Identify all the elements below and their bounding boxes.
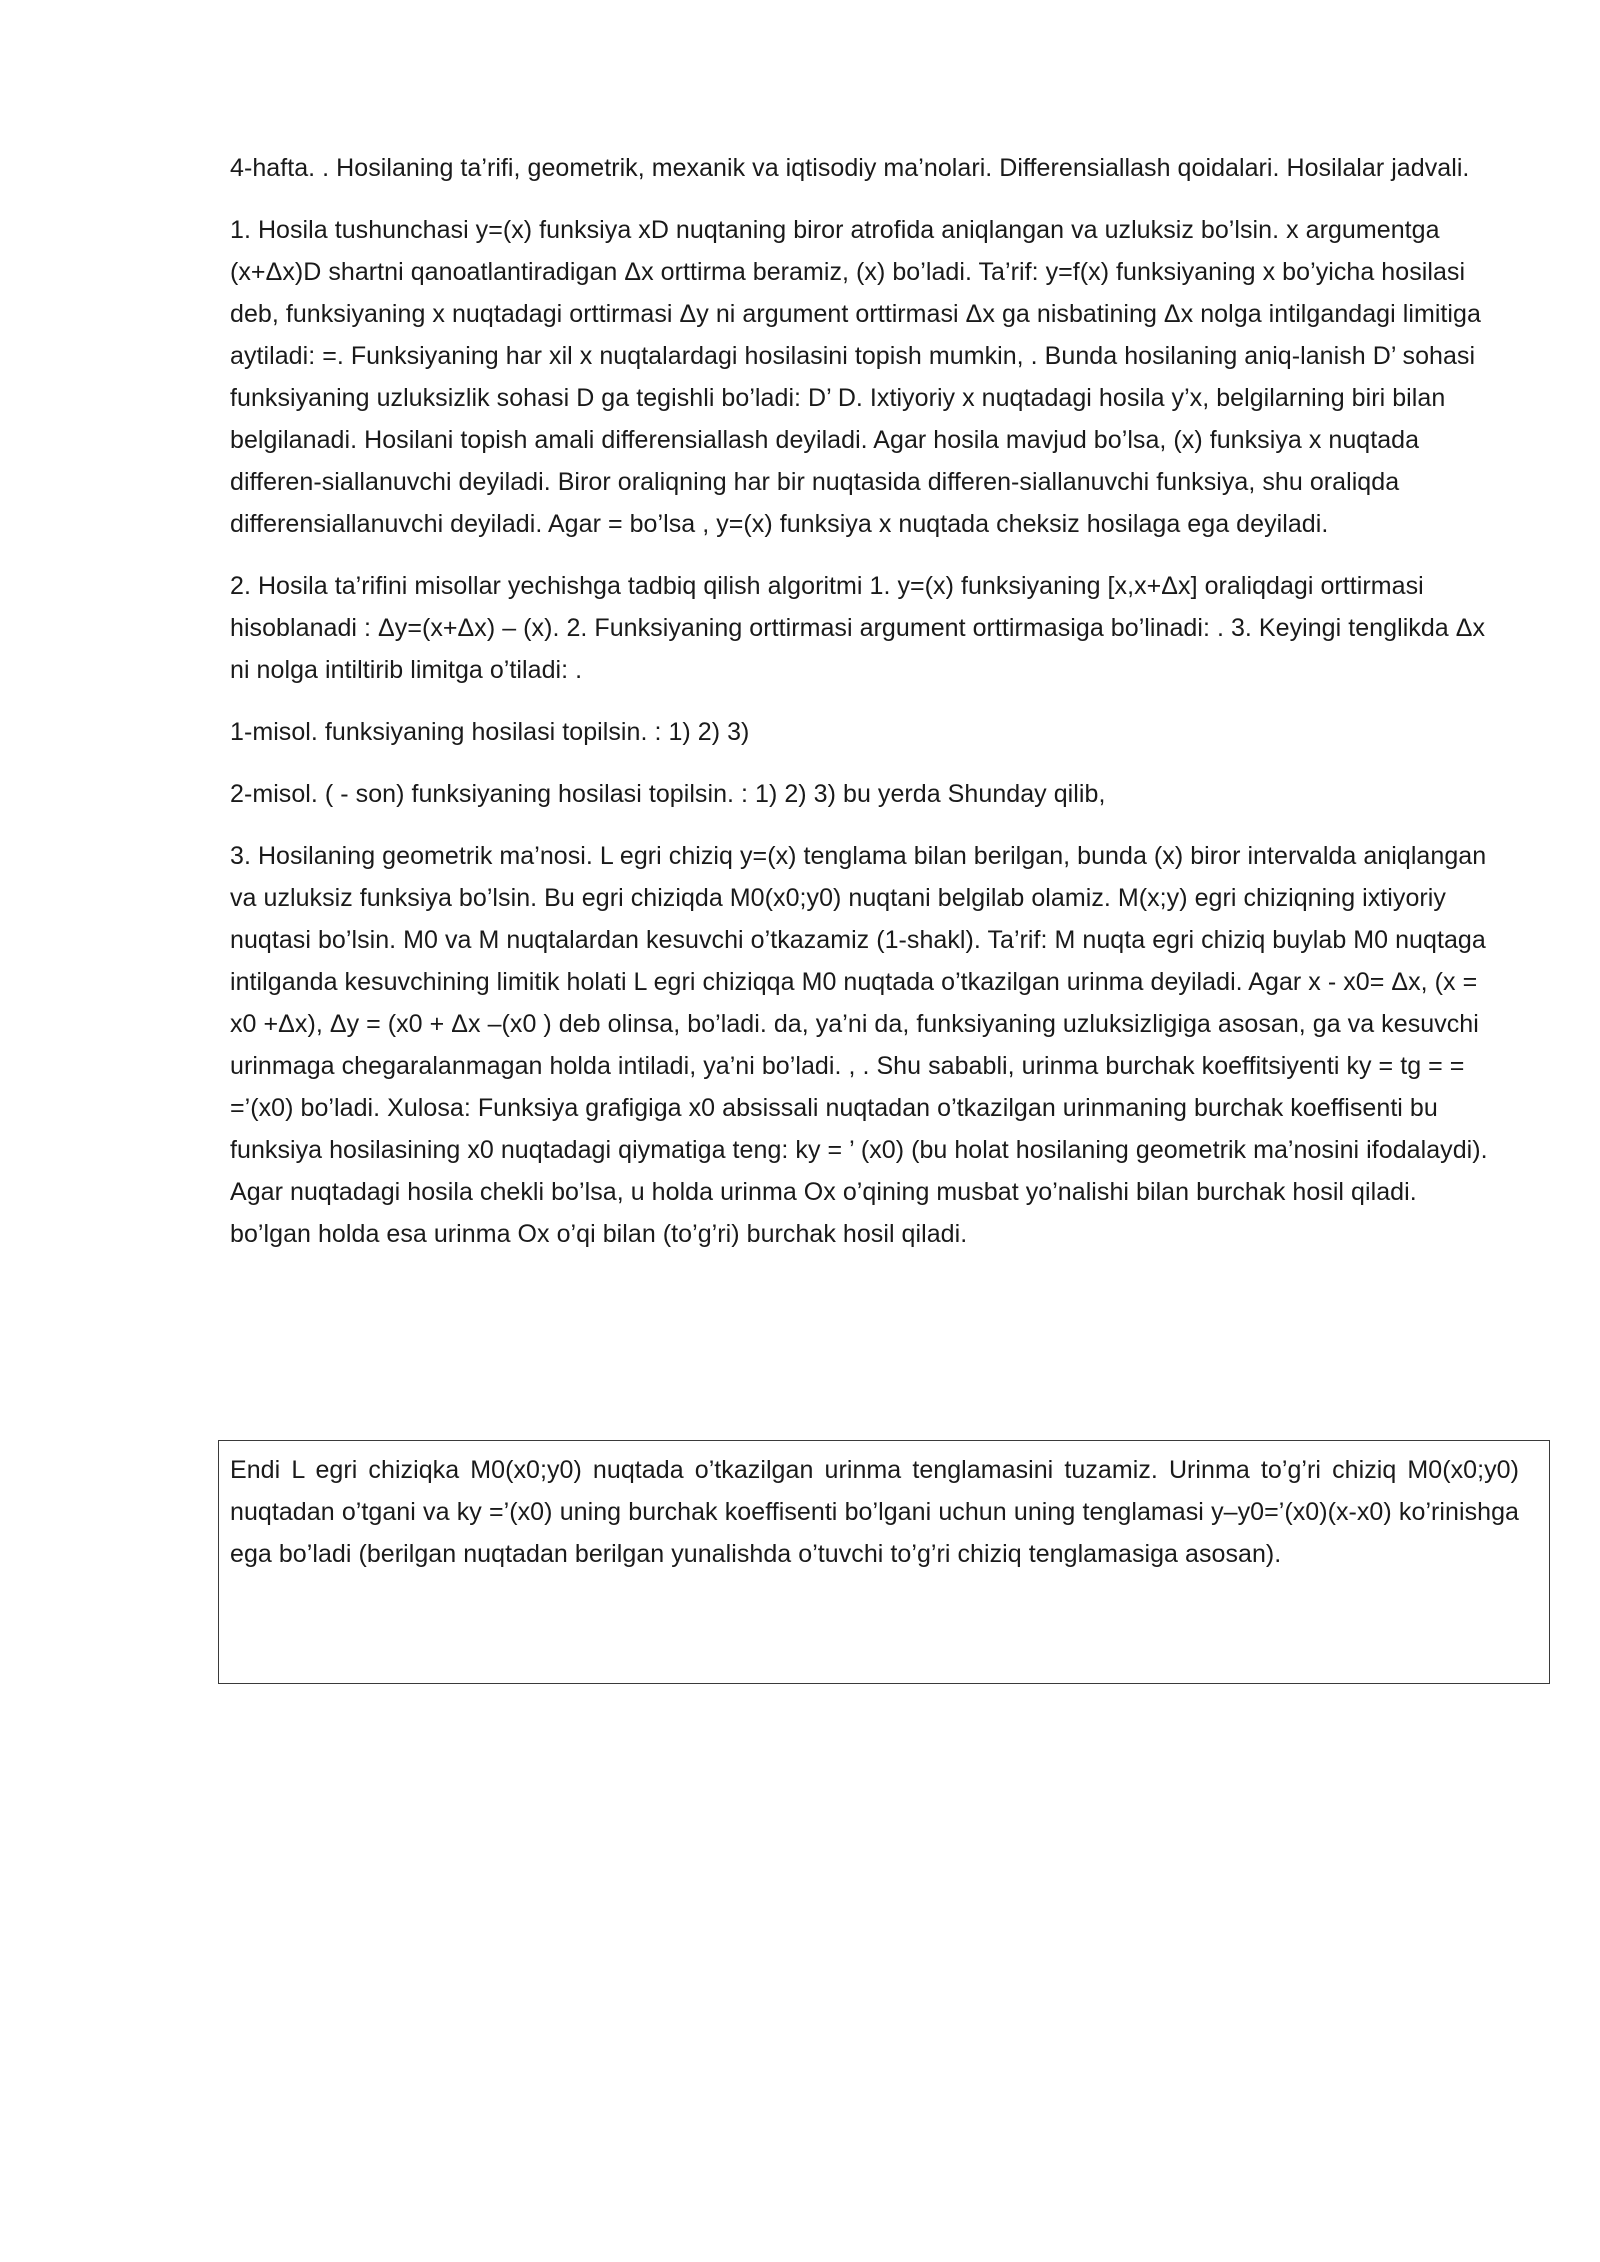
tangent-equation-textbox xyxy=(218,1440,1550,1684)
document-title: 4-hafta. . Hosilaning ta’rifi, geometrik, mexanik va iqtisodiy ma’nolari. Differensiallash qoidalari. Hosilalar jadvali. xyxy=(230,154,1470,182)
document-body xyxy=(230,147,1498,1275)
paragraph-example-2: 2-misol. ( - son) funksiyaning hosilasi topilsin. : 1) 2) 3) bu yerda Shunday qilib, xyxy=(230,780,1106,808)
paragraph-example-1: 1-misol. funksiyaning hosilasi topilsin. : 1) 2) 3) xyxy=(230,718,750,746)
paragraph-derivative-concept: 1. Hosila tushunchasi y=(x) funksiya xD nuqtaning biror atrofida aniqlangan va uzluksiz bo’lsin. x argumentga (x+Δx)D shartni qanoatlantiradigan Δx orttirma beramiz, (x) bo’ladi. Ta’rif: y=f(x) funksiyaning x bo’yicha hosilasi deb, funksiyaning x nuqtadagi orttirmasi Δy ni argument orttirmasi Δx ga nisbatining Δx nolga intilgandagi limitiga aytiladi: =. Funksiyaning har xil x nuqtalardagi hosilasini topish mumkin, . Bunda hosilaning aniq-lanish D’ sohasi funksiyaning uzluksizlik sohasi D ga tegishli bo’ladi: D’ D. Ixtiyoriy x nuqtadagi hosila y’x, belgilarning biri bilan belgilanadi. Hosilani topish amali differensiallash deyiladi. Agar hosila mavjud bo’lsa, (x) funksiya x nuqtada differen-siallanuvchi deyiladi. Biror oraliqning har bir nuqtasida differen-siallanuvchi funksiya, shu oraliqda differensiallanuvchi deyiladi. Agar = bo’lsa , y=(x) funksiya x nuqtada cheksiz hosilaga ega deyiladi. xyxy=(230,216,1481,538)
paragraph-geometric-meaning: 3. Hosilaning geometrik ma’nosi. L egri chiziq y=(x) tenglama bilan berilgan, bunda (x) biror intervalda aniqlangan va uzluksiz funksiya bo’lsin. Bu egri chiziqda M0(x0;y0) nuqtani belgilab olamiz. M(x;y) egri chiziqning ixtiyoriy nuqtasi bo’lsin. M0 va M nuqtalardan kesuvchi o’tkazamiz (1-shakl). Ta’rif: M nuqta egri chiziq buylab M0 nuqtaga intilganda kesuvchining limitik holati L egri chiziqqa M0 nuqtada o’tkazilgan urinma deyiladi. Agar x - x0= Δx, (x = x0 +Δx), Δy = (x0 + Δx –(x0 ) deb olinsa, bo’ladi. da, ya’ni da, funksiyaning uzluksizligiga asosan, ga va kesuvchi urinmaga chegaralanmagan holda intiladi, ya’ni bo’ladi. , . Shu sababli, urinma burchak koeffitsiyenti ky = tg = = =’(x0) bo’ladi. Xulosa: Funksiya grafigiga x0 absissali nuqtadan o’tkazilgan urinmaning burchak koeffisenti bu funksiya hosilasining x0 nuqtadagi qiymatiga teng: ky = ’ (x0) (bu holat hosilaning geometrik ma’nosini ifodalaydi). Agar nuqtadagi hosila chekli bo’lsa, u holda urinma Ox o’qining musbat yo’nalishi bilan burchak hosil qiladi. bo’lgan holda esa urinma Ox o’qi bilan (to’g’ri) burchak hosil qiladi. xyxy=(230,842,1488,1248)
paragraph-tangent-equation: Endi L egri chiziqka M0(x0;y0) nuqtada o’tkazilgan urinma tenglamasini tuzamiz. Urinma to’g’ri chiziq M0(x0;y0) nuqtadan o’tgani va ky =’(x0) uning burchak koeffisenti bo’lgani uchun uning tenglamasi y–y0=’(x0)(x-x0) ko’rinishga ega bo’ladi (berilgan nuqtadan berilgan yunalishda o’tuvchi to’g’ri chiziq tenglamasiga asosan). xyxy=(230,1456,1519,1568)
paragraph-algorithm: 2. Hosila ta’rifini misollar yechishga tadbiq qilish algoritmi 1. y=(x) funksiyaning [x,x+Δx] oraliqdagi orttirmasi hisoblanadi : Δy=(x+Δx) – (x). 2. Funksiyaning orttirmasi argument orttirmasiga bo’linadi: . 3. Keyingi tenglikda Δx ni nolga intiltirib limitga o’tiladi: . xyxy=(230,572,1486,684)
